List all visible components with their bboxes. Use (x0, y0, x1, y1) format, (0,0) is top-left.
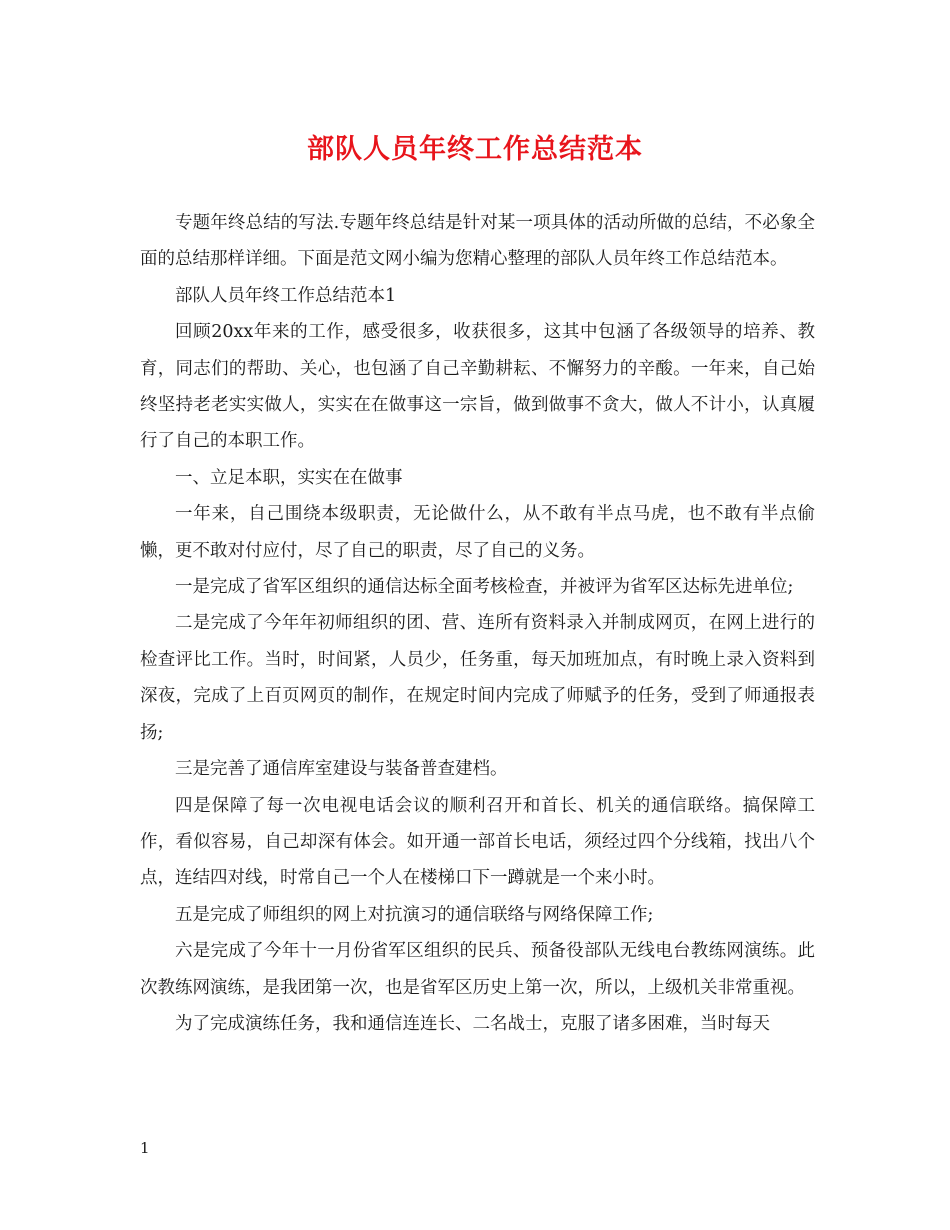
section-heading: 部队人员年终工作总结范本1 (175, 285, 397, 306)
subsection-heading: 一、立足本职，实实在在做事 (175, 467, 403, 488)
body-paragraph: 二是完成了今年年初师组织的团、营、连所有资料录入并制成网页，在网上进行的检查评比工作。当时，时间紧，人员少，任务重，每天加班加点，有时晚上录入资料到深夜，完成了上百页网页的制作，在规定时间内完成了师赋予的任务，受到了师通报表扬; (140, 613, 815, 743)
body-paragraph: 一是完成了省军区组织的通信达标全面考核检查，并被评为省军区达标先进单位; (175, 577, 794, 598)
body-paragraph: 一年来，自己围绕本级职责，无论做什么，从不敢有半点马虎，也不敢有半点偷懒，更不敢对付应付，尽了自己的职责，尽了自己的义务。 (140, 504, 815, 561)
document-title: 部队人员年终工作总结范本 (307, 134, 643, 165)
body-paragraph: 四是保障了每一次电视电话会议的顺利召开和首长、机关的通信联络。搞保障工作，看似容易，自己却深有体会。如开通一部首长电话，须经过四个分线箱，找出八个点，连结四对线，时常自己一个人在楼梯口下一蹲就是一个来小时。 (140, 795, 815, 889)
intro-paragraph: 专题年终总结的写法.专题年终总结是针对某一项具体的活动所做的总结，不必象全面的总结那样详细。下面是范文网小编为您精心整理的部队人员年终工作总结范本。 (140, 213, 815, 270)
body-paragraph: 六是完成了今年十一月份省军区组织的民兵、预备役部队无线电台教练网演练。此次教练网演练，是我团第一次，也是省军区历史上第一次，所以，上级机关非常重视。 (140, 941, 815, 998)
body-paragraph: 三是完善了通信库室建设与装备普查建档。 (175, 759, 508, 780)
body-paragraph: 为了完成演练任务，我和通信连连长、二名战士，克服了诸多困难，当时每天 (175, 1013, 770, 1034)
page-number: 1 (140, 1139, 150, 1157)
body-paragraph: 五是完成了师组织的网上对抗演习的通信联络与网络保障工作; (175, 904, 654, 925)
body-paragraph: 回顾20xx年来的工作，感受很多，收获很多，这其中包涵了各级领导的培养、教育，同志们的帮助、关心，也包涵了自己辛勤耕耘、不懈努力的辛酸。一年来，自己始终坚持老老实实做人，实实在在做事这一宗旨，做到做事不贪大，做人不计小，认真履行了自己的本职工作。 (140, 322, 815, 452)
document-body (140, 205, 815, 1042)
